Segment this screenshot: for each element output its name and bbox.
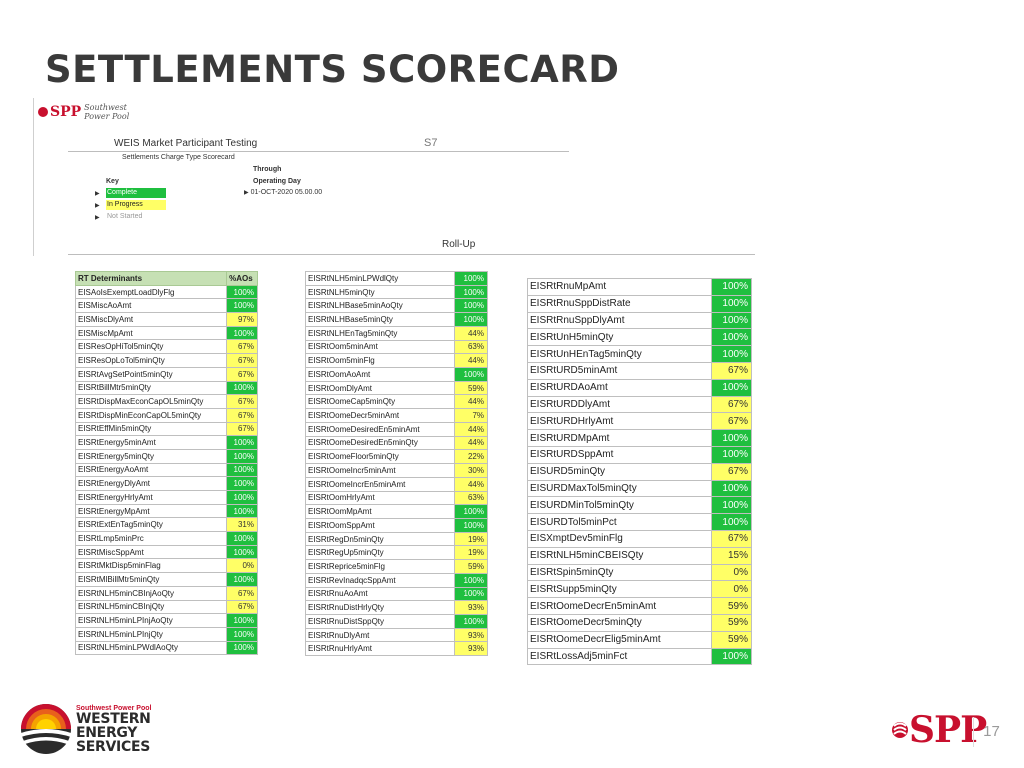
table-row (76, 641, 258, 655)
row-percent: 67% (227, 367, 258, 381)
table-row (528, 614, 752, 631)
row-name: EISRtOomeDecrElig5minAmt (528, 631, 712, 648)
table-row (76, 627, 258, 641)
rt-determinants-table-1 (75, 271, 258, 655)
row-name: EISRtRnuSppDlyAmt (528, 312, 712, 329)
row-percent: 100% (455, 285, 488, 299)
row-name: EISRtNLH5minLPInjAoQty (76, 614, 227, 628)
row-name: EISRtNLH5minLPInjQty (76, 627, 227, 641)
row-percent: 67% (712, 413, 752, 430)
row-name: EISRtURDSppAmt (528, 446, 712, 463)
table-row (76, 463, 258, 477)
table-row (306, 272, 488, 286)
row-percent: 67% (227, 600, 258, 614)
row-name: EISRtOomeDecr5minAmt (306, 409, 455, 423)
row-percent: 19% (455, 546, 488, 560)
row-name: EISRtDispMinEconCapOL5minQty (76, 408, 227, 422)
row-percent: 7% (455, 409, 488, 423)
row-name: EISRtMlBillMtr5minQty (76, 573, 227, 587)
key-not-started (95, 212, 166, 222)
table-row (528, 312, 752, 329)
table-row (528, 547, 752, 564)
row-percent: 59% (712, 614, 752, 631)
row-name: EISRtOomSppAmt (306, 518, 455, 532)
row-name: EISRtOomMpAmt (306, 505, 455, 519)
table-row (76, 545, 258, 559)
row-percent: 100% (455, 505, 488, 519)
row-percent: 100% (227, 326, 258, 340)
row-percent: 100% (712, 346, 752, 363)
western-energy-services-logo (20, 703, 151, 755)
row-percent: 67% (227, 586, 258, 600)
row-percent: 100% (227, 641, 258, 655)
row-percent: 100% (227, 463, 258, 477)
row-percent: 100% (712, 329, 752, 346)
row-percent: 100% (712, 514, 752, 531)
row-name: EISRtOom5minAmt (306, 340, 455, 354)
row-percent: 31% (227, 518, 258, 532)
table-row (306, 587, 488, 601)
row-percent: 100% (227, 299, 258, 313)
table-row (306, 326, 488, 340)
inner-divider (33, 98, 34, 256)
row-name: EISRtRnuDlyAmt (306, 628, 455, 642)
table-row (306, 313, 488, 327)
row-percent: 67% (227, 395, 258, 409)
table-row (528, 346, 752, 363)
row-name: EISRtOomeCap5minQty (306, 395, 455, 409)
table-row (306, 518, 488, 532)
row-name: EISRtDispMaxEconCapOL5minQty (76, 395, 227, 409)
row-name: EISRtOomeDesiredEn5minAmt (306, 422, 455, 436)
row-name: EISRtURDHrlyAmt (528, 413, 712, 430)
triangle-right-icon: ▶ (95, 190, 100, 197)
table-row (306, 422, 488, 436)
table-row (528, 480, 752, 497)
row-name: EISRtNLH5minLPWdlQty (306, 272, 455, 286)
row-percent: 67% (227, 340, 258, 354)
table-row (306, 285, 488, 299)
row-name: EISRtRnuDistSppQty (306, 614, 455, 628)
spp-logo (891, 709, 986, 751)
row-name: EISRtOomeIncrEn5minAmt (306, 477, 455, 491)
row-percent: 100% (227, 504, 258, 518)
row-percent: 100% (227, 436, 258, 450)
row-name: EISRtOomHrlyAmt (306, 491, 455, 505)
row-name: EISMiscAoAmt (76, 299, 227, 313)
wes-line-1: WESTERN (76, 710, 151, 727)
row-percent: 100% (455, 614, 488, 628)
row-percent: 0% (227, 559, 258, 573)
table-row (528, 430, 752, 447)
row-name: EISRtRnuMpAmt (528, 279, 712, 296)
row-percent: 100% (455, 313, 488, 327)
row-percent: 100% (712, 497, 752, 514)
rollup-rule (68, 254, 755, 255)
row-name: EISRtRegDn5minQty (306, 532, 455, 546)
row-percent: 0% (712, 564, 752, 581)
row-percent: 100% (455, 272, 488, 286)
table-row (76, 586, 258, 600)
row-name: EISRtOomeDecr5minQty (528, 614, 712, 631)
table-row (528, 379, 752, 396)
key-heading: Key (106, 178, 119, 185)
row-percent: 22% (455, 450, 488, 464)
row-name: EISRtOomeDecrEn5minAmt (528, 598, 712, 615)
row-name: EISRtURD5minAmt (528, 362, 712, 379)
table-row (306, 368, 488, 382)
table-row (528, 648, 752, 665)
row-name: EISRtNLH5minQty (306, 285, 455, 299)
row-percent: 100% (712, 648, 752, 665)
rt-determinants-table-3 (527, 278, 752, 665)
row-name: EISRtUnHEnTag5minQty (528, 346, 712, 363)
scorecard-subtitle: Settlements Charge Type Scorecard (122, 154, 235, 161)
table-row (76, 340, 258, 354)
row-name: EISRtRegUp5minQty (306, 546, 455, 560)
row-name: EISRtExtEnTag5minQty (76, 518, 227, 532)
row-percent: 100% (227, 381, 258, 395)
table-row (76, 326, 258, 340)
row-name: EISRtOomeFloor5minQty (306, 450, 455, 464)
table-header-row (76, 272, 258, 286)
wes-small-text: Southwest Power Pool (76, 704, 152, 712)
row-name: EISRtEnergyMpAmt (76, 504, 227, 518)
row-percent: 93% (455, 628, 488, 642)
table-row (528, 396, 752, 413)
table-row (76, 491, 258, 505)
row-percent: 100% (227, 285, 258, 299)
row-percent: 100% (455, 368, 488, 382)
table-row (528, 581, 752, 598)
table-row (306, 464, 488, 478)
table-row (306, 573, 488, 587)
table-row (528, 413, 752, 430)
row-percent: 44% (455, 422, 488, 436)
table-row (76, 477, 258, 491)
row-name: EISRtRnuHrlyAmt (306, 642, 455, 656)
row-percent: 100% (712, 430, 752, 447)
row-name: EISMiscMpAmt (76, 326, 227, 340)
row-percent: 100% (227, 491, 258, 505)
row-percent: 100% (455, 573, 488, 587)
row-name: EISRtURDAoAmt (528, 379, 712, 396)
table-row (76, 299, 258, 313)
row-name: EISRtEffMin5minQty (76, 422, 227, 436)
row-percent: 100% (227, 477, 258, 491)
row-name: EISRtOomeIncr5minAmt (306, 464, 455, 478)
row-name: EISRtEnergy5minQty (76, 449, 227, 463)
table-row (306, 395, 488, 409)
row-percent: 59% (455, 560, 488, 574)
row-percent: 44% (455, 395, 488, 409)
row-percent: 44% (455, 354, 488, 368)
row-name: EISRtRevInadqcSppAmt (306, 573, 455, 587)
row-name: EISRtBillMtr5minQty (76, 381, 227, 395)
row-percent: 100% (227, 532, 258, 546)
row-name: EISRtNLH5minCBInjAoQty (76, 586, 227, 600)
table-row (306, 560, 488, 574)
table-row (306, 628, 488, 642)
row-name: EISRtOomeDesiredEn5minQty (306, 436, 455, 450)
row-name: EISRtEnergy5minAmt (76, 436, 227, 450)
table-row (306, 505, 488, 519)
table-row (76, 614, 258, 628)
row-percent: 100% (227, 627, 258, 641)
row-percent: 44% (455, 326, 488, 340)
row-name: EISRtUnH5minQty (528, 329, 712, 346)
spp-logo-text: SPP (909, 709, 987, 751)
table-row (76, 449, 258, 463)
table-row (76, 408, 258, 422)
row-percent: 59% (455, 381, 488, 395)
operating-day-label: Operating Day (253, 178, 301, 185)
row-percent: 67% (712, 530, 752, 547)
table-row (76, 436, 258, 450)
table-row (306, 491, 488, 505)
row-percent: 97% (227, 313, 258, 327)
row-name: EISRtOom5minFlg (306, 354, 455, 368)
row-percent: 67% (227, 354, 258, 368)
table-row (528, 279, 752, 296)
row-percent: 100% (712, 279, 752, 296)
row-percent: 44% (455, 477, 488, 491)
inner-spp-logo (38, 103, 129, 121)
table-row (76, 285, 258, 299)
inner-logo-text: SPP (50, 104, 82, 120)
row-percent: 44% (455, 436, 488, 450)
row-percent: 93% (455, 642, 488, 656)
row-name: EISRtURDDlyAmt (528, 396, 712, 413)
row-percent: 100% (712, 312, 752, 329)
row-percent: 100% (227, 573, 258, 587)
row-name: EISRtOomAoAmt (306, 368, 455, 382)
table-row (76, 422, 258, 436)
table-row (76, 559, 258, 573)
row-percent: 100% (227, 614, 258, 628)
table-row (306, 354, 488, 368)
key-swatch-in-progress: In Progress (106, 200, 166, 210)
row-percent: 30% (455, 464, 488, 478)
wes-wordmark (76, 705, 151, 754)
table-row (528, 463, 752, 480)
row-name: EISAoIsExemptLoadDlyFlg (76, 285, 227, 299)
inner-logo-sub-2: Power Pool (84, 112, 130, 121)
table-row (76, 395, 258, 409)
row-name: EISRtSpin5minQty (528, 564, 712, 581)
row-name: EISRtNLH5minLPWdlAoQty (76, 641, 227, 655)
row-percent: 93% (455, 601, 488, 615)
page-number: 17 (973, 717, 1009, 747)
row-name: EISRtNLHBase5minQty (306, 313, 455, 327)
row-percent: 67% (712, 463, 752, 480)
page-title: SETTLEMENTS SCORECARD (45, 48, 620, 91)
row-name: EISRtSupp5minQty (528, 581, 712, 598)
rt-determinants-table-2 (305, 271, 488, 656)
table-row (306, 450, 488, 464)
row-name: EISURD5minQty (528, 463, 712, 480)
row-name: EISRtNLH5minCBEISQty (528, 547, 712, 564)
rollup-label: Roll-Up (442, 239, 476, 250)
row-percent: 67% (227, 408, 258, 422)
row-name: EISRtLmp5minPrc (76, 532, 227, 546)
table-row (528, 446, 752, 463)
table-row (306, 436, 488, 450)
table-row (76, 518, 258, 532)
operating-day-value (244, 189, 322, 196)
row-percent: 15% (712, 547, 752, 564)
triangle-right-icon: ▶ (95, 202, 100, 209)
row-name: EISURDMaxTol5minQty (528, 480, 712, 497)
row-percent: 59% (712, 598, 752, 615)
table-row (306, 642, 488, 656)
wes-line-2: ENERGY (76, 724, 138, 741)
table-row (528, 514, 752, 531)
row-name: EISRtURDMpAmt (528, 430, 712, 447)
row-percent: 67% (712, 396, 752, 413)
row-percent: 100% (712, 379, 752, 396)
table-row (76, 600, 258, 614)
row-percent: 100% (455, 518, 488, 532)
row-percent: 100% (455, 299, 488, 313)
table-row (528, 497, 752, 514)
table-row (76, 313, 258, 327)
table-row (528, 564, 752, 581)
operating-day-text: 01-OCT-2020 05.00.00 (250, 189, 323, 196)
table-row (306, 532, 488, 546)
table-row (528, 329, 752, 346)
row-name: EISRtNLH5minCBInjQty (76, 600, 227, 614)
row-percent: 100% (712, 295, 752, 312)
header-rule (68, 151, 569, 152)
weis-title: WEIS Market Participant Testing (114, 138, 258, 149)
row-percent: 19% (455, 532, 488, 546)
row-percent: 100% (712, 446, 752, 463)
row-percent: 100% (455, 587, 488, 601)
row-name: EISURDTol5minPct (528, 514, 712, 531)
inner-logo-sub (84, 103, 129, 121)
table-row (76, 354, 258, 368)
column-header-pct: %AOs (227, 272, 258, 286)
row-percent: 100% (227, 545, 258, 559)
row-name: EISRtMiscSppAmt (76, 545, 227, 559)
row-name: EISRtRnuSppDistRate (528, 295, 712, 312)
table-row (306, 409, 488, 423)
table-row (306, 340, 488, 354)
inner-logo-sub-1: Southwest (84, 103, 127, 112)
row-name: EISResOpHiTol5minQty (76, 340, 227, 354)
table-row (76, 573, 258, 587)
table-row (306, 614, 488, 628)
spp-swirl-icon (891, 715, 909, 745)
row-name: EISRtNLHBase5minAoQty (306, 299, 455, 313)
wes-line-3: SERVICES (76, 738, 150, 755)
table-row (76, 504, 258, 518)
row-name: EISURDMinTol5minQty (528, 497, 712, 514)
row-name: EISRtLossAdj5minFct (528, 648, 712, 665)
row-percent: 0% (712, 581, 752, 598)
row-percent: 67% (712, 362, 752, 379)
through-label: Through (253, 166, 282, 173)
spp-mark-icon (38, 107, 48, 117)
triangle-right-icon: ▶ (244, 190, 249, 196)
table-row (306, 381, 488, 395)
column-header-name: RT Determinants (76, 272, 227, 286)
row-name: EISRtEnergyDlyAmt (76, 477, 227, 491)
key-swatch-not-started: Not Started (106, 212, 166, 222)
row-name: EISXmptDev5minFlg (528, 530, 712, 547)
table-row (528, 295, 752, 312)
key-in-progress (95, 200, 166, 210)
row-percent: 100% (712, 480, 752, 497)
table-row (528, 598, 752, 615)
row-percent: 67% (227, 422, 258, 436)
s7-label: S7 (424, 137, 438, 149)
row-percent: 100% (227, 449, 258, 463)
row-name: EISResOpLoTol5minQty (76, 354, 227, 368)
row-name: EISRtEnergyAoAmt (76, 463, 227, 477)
triangle-right-icon: ▶ (95, 214, 100, 221)
row-name: EISRtEnergyHrlyAmt (76, 491, 227, 505)
row-name: EISRtRnuAoAmt (306, 587, 455, 601)
row-name: EISRtReprice5minFlg (306, 560, 455, 574)
table-row (76, 532, 258, 546)
row-name: EISRtRnuDistHrlyQty (306, 601, 455, 615)
row-name: EISRtAvgSetPoint5minQty (76, 367, 227, 381)
row-percent: 63% (455, 340, 488, 354)
row-name: EISRtOomDlyAmt (306, 381, 455, 395)
table-row (306, 546, 488, 560)
table-row (528, 530, 752, 547)
table-row (76, 367, 258, 381)
key-swatch-complete: Complete (106, 188, 166, 198)
wes-sunrise-icon (20, 703, 72, 755)
table-row (306, 601, 488, 615)
key-complete (95, 188, 166, 198)
table-row (528, 362, 752, 379)
table-row (76, 381, 258, 395)
row-name: EISMiscDlyAmt (76, 313, 227, 327)
row-name: EISRtNLHEnTag5minQty (306, 326, 455, 340)
row-percent: 59% (712, 631, 752, 648)
table-row (528, 631, 752, 648)
table-row (306, 477, 488, 491)
table-row (306, 299, 488, 313)
row-name: EISRtMktDisp5minFlag (76, 559, 227, 573)
row-percent: 63% (455, 491, 488, 505)
